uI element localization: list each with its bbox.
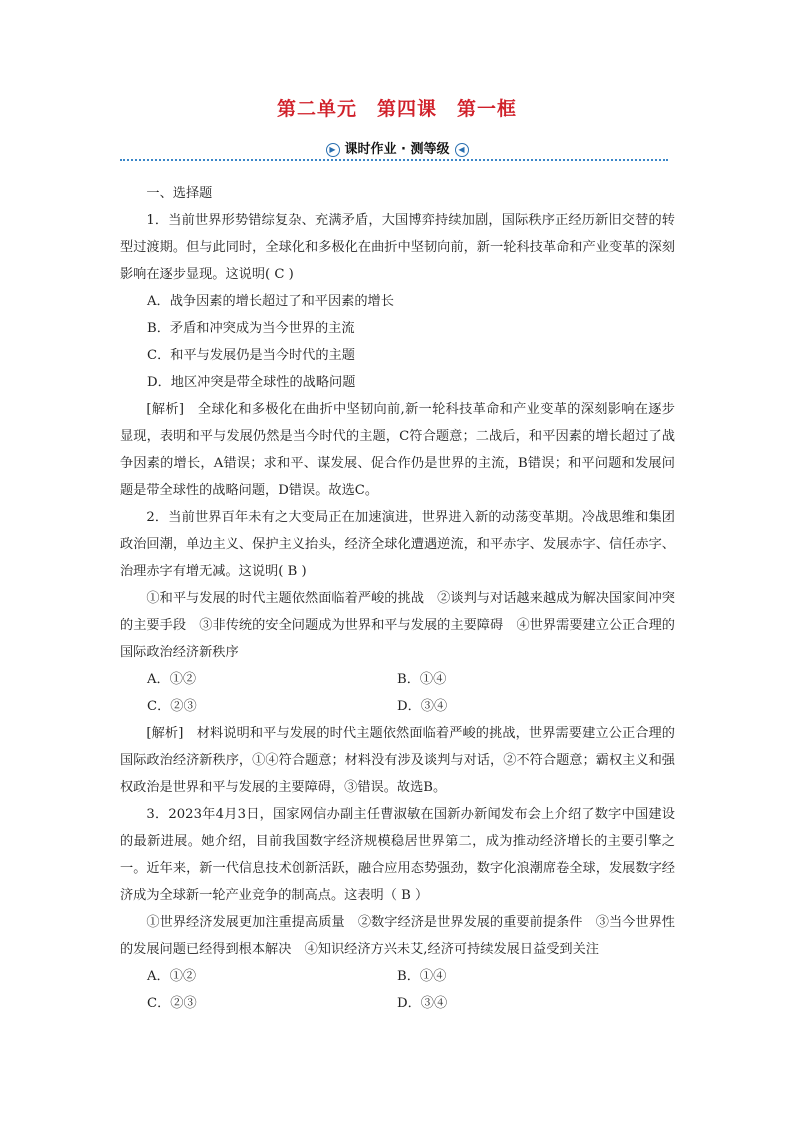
q3-options-row-2 xyxy=(120,990,675,1017)
question-2-stem: 2．当前世界百年未有之大变局正在加速演进，世界进入新的动荡变革期。冷战思维和集团政治回潮，单边主义、保护主义抬头，经济全球化遭遇逆流，和平赤字、发展赤字、信任赤字、治理赤字有增无减。这说明( B ) xyxy=(120,510,675,579)
q2-option-d: D．③④ xyxy=(397,699,448,714)
q3-items: ①世界经济发展更加注重提高质量 ②数字经济是世界发展的重要前提条件 ③当今世界性的发展问题已经得到根本解决 ④知识经济方兴未艾,经济可持续发展日益受到关注 xyxy=(120,915,675,957)
question-1-stem: 1．当前世界形势错综复杂、充满矛盾，大国博弈持续加剧，国际秩序正经历新旧交替的转型过渡期。但与此同时，全球化和多极化在曲折中坚韧向前，新一轮科技革命和产业变革的深刻影响在逐步显现。这说明( C ) xyxy=(120,213,675,282)
banner-label: 课时作业 · 测等级 xyxy=(344,142,450,157)
page-title: 第二单元 第四课 第一框 xyxy=(276,98,517,120)
play-left-icon: ◀ xyxy=(455,143,469,157)
q3-option-c: C．②③ xyxy=(147,996,197,1011)
q2-option-a: A．①② xyxy=(147,672,197,687)
q1-option-b: B．矛盾和冲突成为当今世界的主流 xyxy=(147,321,355,336)
question-3-stem: 3．2023年4月3日，国家网信办副主任曹淑敏在国新办新闻发布会上介绍了数字中国建设的最新进展。她介绍，目前我国数字经济规模稳居世界第二，成为推动经济增长的主要引擎之一。近年来，新一代信息技术创新活跃，融合应用态势强劲，数字化浪潮席卷全球，发展数字经济成为全球新一轮产业竞争的制高点。这表明（ B ） xyxy=(120,807,675,903)
q3-option-a: A．①② xyxy=(147,969,197,984)
exercise-content xyxy=(120,180,675,1017)
q1-analysis: [解析] 全球化和多极化在曲折中坚韧向前,新一轮科技革命和产业变革的深刻影响在逐步显现，表明和平与发展仍然是当今时代的主题，C符合题意；二战后，和平因素的增长超过了战争因素的增长，A错误；求和平、谋发展、促合作仍是世界的主流，B错误；和平问题和发展问题是带全球性的战略问题，D错误。故选C。 xyxy=(120,402,675,498)
q3-option-d: D．③④ xyxy=(397,996,448,1011)
q1-option-c: C．和平与发展仍是当今时代的主题 xyxy=(147,348,355,363)
dotted-divider xyxy=(120,159,668,161)
q1-option-a: A．战争因素的增长超过了和平因素的增长 xyxy=(147,294,394,309)
q2-items: ①和平与发展的时代主题依然面临着严峻的挑战 ②谈判与对话越来越成为解决国家间冲突的主要手段 ③非传统的安全问题成为世界和平与发展的主要障碍 ④世界需要建立公正合理的国际政治经济新秩序 xyxy=(120,591,675,660)
q2-analysis: [解析] 材料说明和平与发展的时代主题依然面临着严峻的挑战，世界需要建立公正合理的国际政治经济新秩序，①④符合题意；材料没有涉及谈判与对话，②不符合题意；霸权主义和强权政治是世界和平与发展的主要障碍，③错误。故选B。 xyxy=(120,726,675,795)
q1-option-d: D．地区冲突是带全球性的战略问题 xyxy=(147,375,356,390)
banner xyxy=(0,138,794,157)
q2-options-row-1 xyxy=(120,666,675,693)
q3-option-b: B．①④ xyxy=(397,969,447,984)
q3-options-row-1 xyxy=(120,963,675,990)
q2-options-row-2 xyxy=(120,693,675,720)
q2-option-b: B．①④ xyxy=(397,672,447,687)
q2-option-c: C．②③ xyxy=(147,699,197,714)
play-right-icon: ▶ xyxy=(326,143,340,157)
section-heading: 一、选择题 xyxy=(146,186,213,201)
